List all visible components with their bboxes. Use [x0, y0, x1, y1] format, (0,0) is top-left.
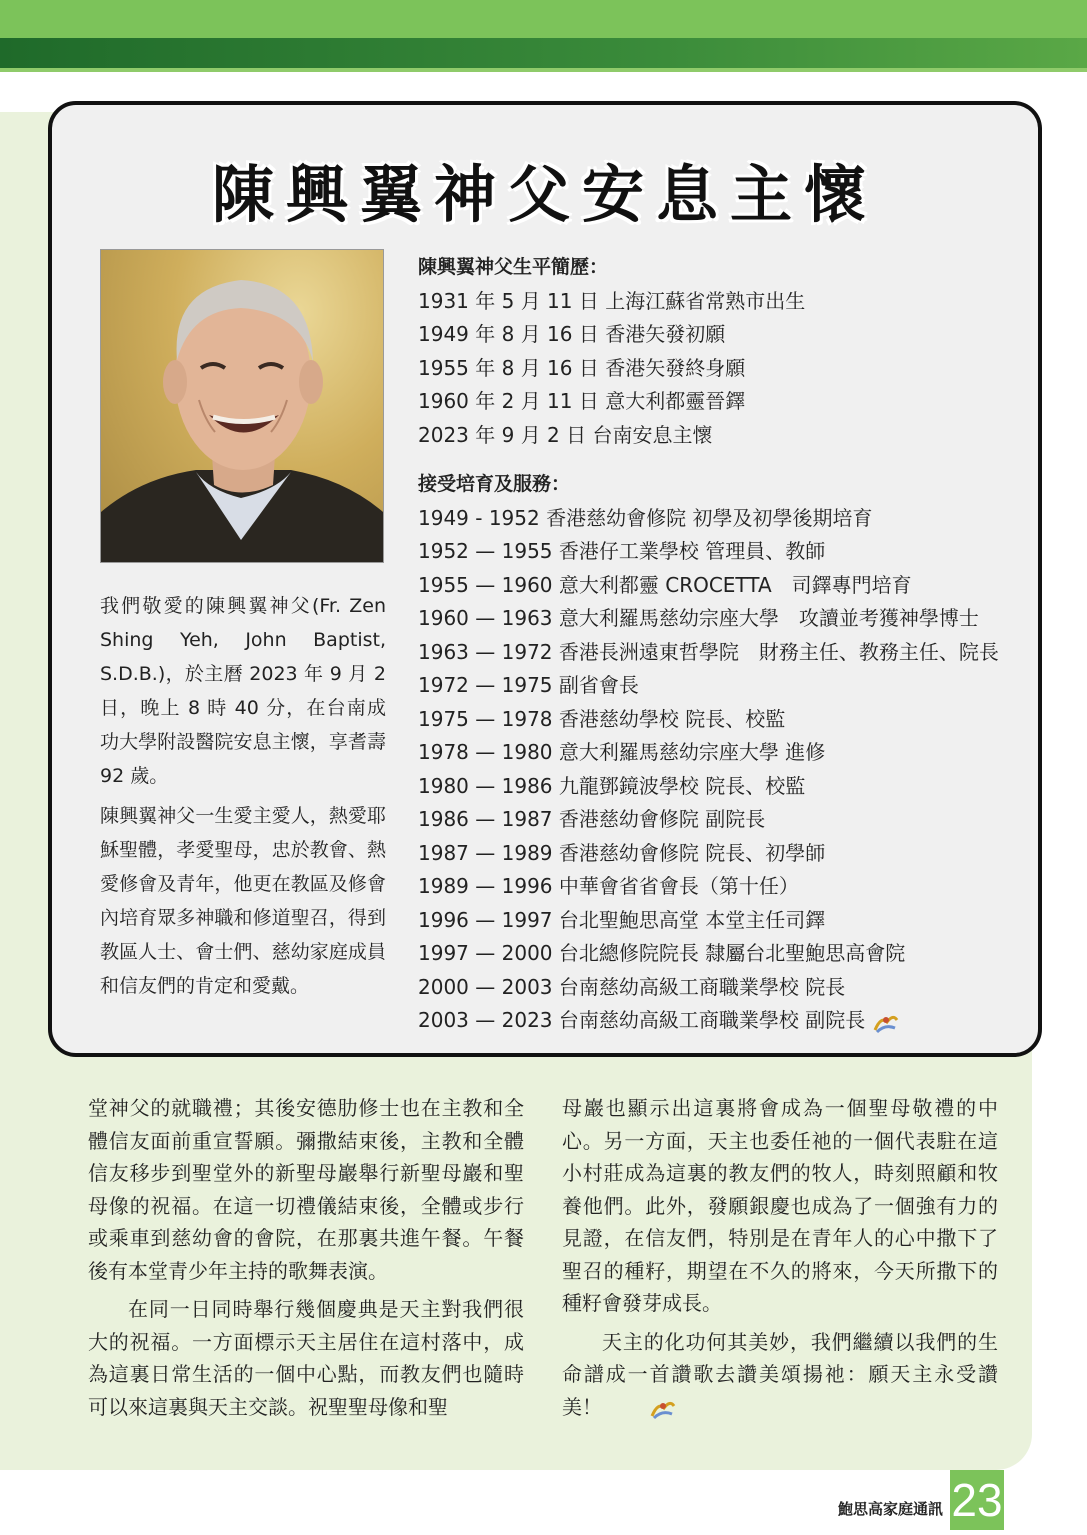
- header-band-line: [0, 68, 1087, 72]
- bio-item: 2023 年 9 月 2 日 台南安息主懷: [418, 422, 713, 447]
- bio-item: 1955 年 8 月 16 日 香港矢發終身願: [418, 355, 746, 380]
- publication-name: 鮑思高家庭通訊: [838, 1500, 944, 1518]
- header-band-dark: [0, 38, 1087, 68]
- article-column-right: [562, 1092, 998, 1429]
- service-item: 1963 — 1972 香港長洲遠東哲學院 財務主任、教務主任、院長: [418, 639, 999, 664]
- service-item-last: [418, 1004, 1028, 1038]
- salesian-ornament-icon: [610, 1397, 636, 1419]
- intro-paragraph: 我們敬愛的陳興翼神父(Fr. Zen Shing Yeh, John Baptist, S.D.B.)，於主曆 2023 年 9 月 2 日，晚上 8 時 40 分，在台南成功大學附設醫院安息主懷，享耆壽 92 歲。: [100, 595, 386, 787]
- service-item: 1978 — 1980 意大利羅馬慈幼宗座大學 進修: [418, 740, 826, 764]
- service-item: 1960 — 1963 意大利羅馬慈幼宗座大學 攻讀並考獲神學博士: [418, 606, 979, 630]
- salesian-ornament-icon: [873, 1011, 899, 1033]
- article-paragraph: 堂神父的就職禮；其後安德肋修士也在主教和全體信友面前重宣誓願。彌撒結束後，主教和全體信友移步到聖堂外的新聖母巖舉行新聖母巖和聖母像的祝福。在這一切禮儀結束後，全體或步行或乘車到慈幼會的會院，在那裏共進午餐。午餐後有本堂青少年主持的歌舞表演。: [88, 1096, 524, 1283]
- bio-item: 1931 年 5 月 11 日 上海江蘇省常熟市出生: [418, 288, 806, 313]
- article-paragraph-last: [562, 1326, 998, 1424]
- service-item: 1987 — 1989 香港慈幼會修院 院長、初學師: [418, 840, 826, 865]
- service-item: 1986 — 1987 香港慈幼會修院 副院長: [418, 807, 766, 831]
- service-item: 1989 — 1996 中華會省省會長（第十任）: [418, 874, 799, 898]
- bio-item: 1960 年 2 月 11 日 意大利都靈晉鐸: [418, 389, 746, 413]
- article-paragraph: 母巖也顯示出這裏將會成為一個聖母敬禮的中心。另一方面，天主也委任祂的一個代表駐在這小村莊成為這裏的教友們的牧人，時刻照顧和牧養他們。此外，發願銀慶也成為了一個強有力的見證，在信友們，特別是在青年人的心中撒下了聖召的種籽，期望在不久的將來，今天所撒下的種籽會發芽成長。: [562, 1096, 998, 1315]
- biography-list: [418, 251, 1028, 1038]
- header-band-light: [0, 0, 1087, 38]
- article-column-left: [88, 1092, 524, 1429]
- service-item: 1952 — 1955 香港仔工業學校 管理員、教師: [418, 539, 826, 563]
- intro-paragraph: 陳興翼神父一生愛主愛人，熱愛耶穌聖體，孝愛聖母，忠於教會、熱愛修會及青年，他更在教區及修會內培育眾多神職和修道聖召，得到教區人士、會士們、慈幼家庭成員和信友們的肯定和愛戴。: [100, 805, 386, 997]
- memorial-box: [48, 101, 1042, 1057]
- service-heading: 接受培育及服務：: [418, 473, 571, 495]
- service-item: 1996 — 1997 台北聖鮑思高堂 本堂主任司鐸: [418, 907, 826, 932]
- memorial-title: 陳興翼神父安息主懷: [211, 158, 878, 231]
- service-item: 2003 — 2023 台南慈幼高級工商職業學校 副院長: [418, 1008, 866, 1032]
- page-number: 23: [950, 1470, 1004, 1530]
- article-paragraph: 在同一日同時舉行幾個慶典是天主對我們很大的祝福。一方面標示天主居住在這村落中，成為這裏日常生活的一個中心點，而教友們也隨時可以來這裏與天主交談。祝聖聖母像和聖: [88, 1297, 524, 1419]
- service-item: 1949 - 1952 香港慈幼會修院 初學及初學後期培育: [418, 505, 873, 530]
- bio-item: 1949 年 8 月 16 日 香港矢發初願: [418, 322, 726, 346]
- bio-heading: 陳興翼神父生平簡歷：: [418, 256, 609, 278]
- service-item: 2000 — 2003 台南慈幼高級工商職業學校 院長: [418, 974, 846, 999]
- service-item: 1980 — 1986 九龍鄧鏡波學校 院長、校監: [418, 773, 806, 798]
- service-item: 1997 — 2000 台北總修院院長 隸屬台北聖鮑思高會院: [418, 941, 906, 965]
- portrait-photo: [100, 249, 384, 563]
- article-paragraph: 天主的化功何其美妙，我們繼續以我們的生命譜成一首讚歌去讚美頌揚祂：願天主永受讚美！: [562, 1329, 998, 1419]
- service-item: 1975 — 1978 香港慈幼學校 院長、校監: [418, 706, 786, 731]
- service-item: 1955 — 1960 意大利都靈 CROCETTA 司鐸專門培育: [418, 572, 912, 597]
- service-item: 1972 — 1975 副省會長: [418, 673, 639, 697]
- intro-text: [100, 589, 386, 1009]
